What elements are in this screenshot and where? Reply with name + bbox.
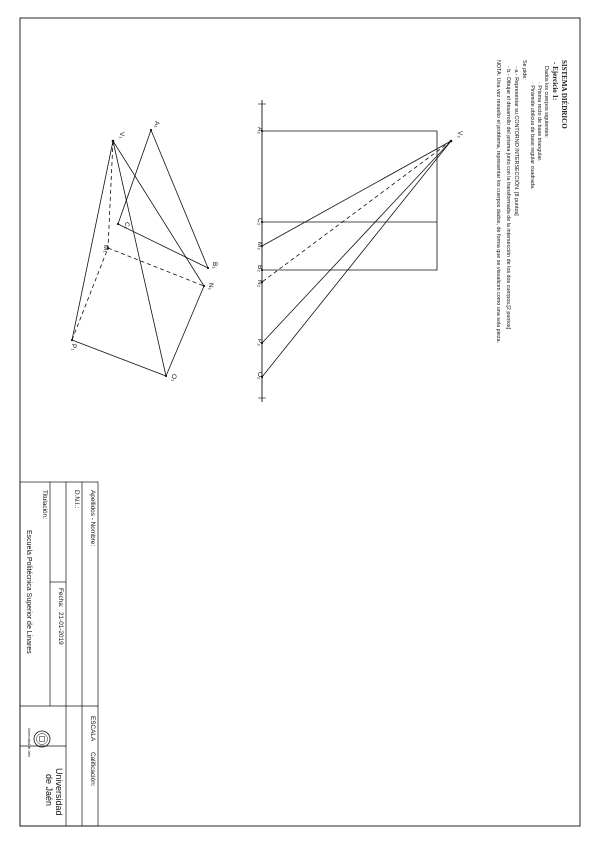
label-v1: V₁ — [118, 132, 125, 139]
university-name-line1: Universidad — [54, 768, 64, 816]
edge-v2-n2-hidden — [262, 141, 451, 282]
statement-asked: Se pide: — [521, 60, 527, 80]
label-o2: O₂ — [256, 372, 263, 380]
field-degree-label: Titulación: — [41, 490, 48, 519]
label-p2: P₂ — [256, 339, 263, 346]
edge-v2-m2 — [262, 141, 451, 246]
seal-inner — [37, 734, 48, 745]
statement-exercise: - Ejercicio 1: — [551, 62, 559, 101]
edge-v1-p1 — [72, 141, 113, 340]
field-date-value: 21-01-2019 — [57, 612, 64, 645]
seal-caption: Universidad de Jaén — [27, 728, 31, 758]
label-n1: N₁ — [207, 283, 214, 290]
statement-task-a: - a.- Representar su CONTORNO INTERSECCIÓN. [8 puntos] — [513, 66, 519, 216]
statement-body1: · Prisma recto de base triangular. — [536, 82, 542, 162]
statement-title: SISTEMA DIÉDRICO — [560, 60, 568, 129]
label-n2: N₂ — [256, 280, 263, 288]
label-a1: A₁ — [153, 121, 160, 128]
label-a2: A₂ — [256, 127, 263, 134]
university-seal — [34, 731, 50, 747]
edge-p1-o1 — [72, 340, 166, 376]
statement-given: Dados los cuerpos siguientes: — [543, 66, 549, 138]
scale-label: ESCALA — [89, 716, 96, 742]
horizontal-projection — [71, 129, 209, 377]
edge-m1-n1-hidden — [108, 248, 204, 286]
edge-a1-c1 — [118, 130, 151, 224]
label-m1: M₁ — [102, 245, 109, 253]
statement-body2: · Pirámide oblicua de base regular cuadrada. — [529, 82, 535, 190]
label-o1: O₁ — [170, 374, 177, 382]
label-b1: B₁ — [211, 262, 218, 269]
university-name-line2: de Jaén — [44, 774, 54, 807]
grade-label: Calificación: — [89, 752, 96, 787]
label-v2: V₂ — [456, 131, 463, 138]
seal-shield-icon — [40, 737, 45, 742]
edge-v1-m1-hidden — [108, 141, 113, 248]
edge-v2-o2 — [262, 141, 451, 377]
edge-o1-n1 — [166, 286, 204, 376]
label-c2: C₂ — [256, 218, 263, 226]
statement-task-b: - b.- Dibujar el desarrollo del prisma junto con la transformada de la intersección de los dos cuerpos.[2 puntos] — [505, 66, 511, 330]
school-name: Escuela Politécnica Superior de Linares — [25, 530, 32, 654]
statement-note: NOTA: Una vez resuelto el problema, representar los cuerpos dados, de forma que se visualicen como una sola pieza. — [495, 60, 501, 344]
edge-c1-b1 — [118, 224, 208, 268]
edge-v2-p2 — [262, 141, 451, 343]
projection-labels — [70, 121, 463, 382]
edge-p1-m1-hidden — [72, 248, 108, 340]
field-name-label: Apellidos - Nombre: — [89, 490, 96, 547]
field-dni-label: D.N.I.: — [73, 490, 80, 509]
vertical-projection — [258, 100, 452, 402]
label-p1: P₁ — [70, 344, 77, 351]
label-c1: C₁ — [123, 222, 130, 229]
edge-v1-n1 — [113, 141, 204, 286]
label-m2: M₂ — [256, 242, 263, 250]
field-date-label: Fecha: — [57, 588, 64, 608]
label-b2: B₂ — [256, 265, 263, 272]
edge-v1-o1 — [113, 141, 166, 376]
